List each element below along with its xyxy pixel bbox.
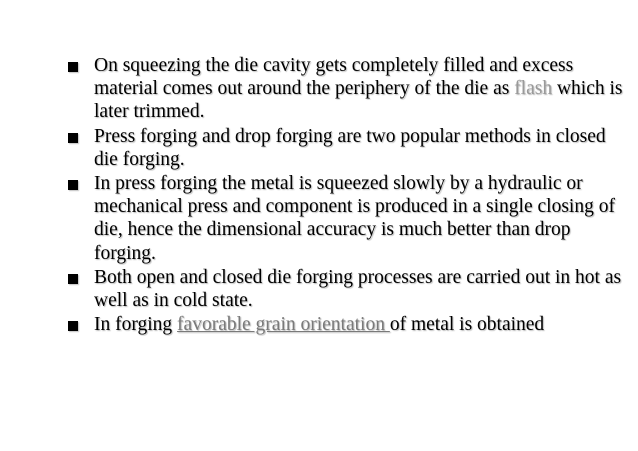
bullet-3-text: In press forging the metal is squeezed slowly by a hydraulic or mechanical press and component is produced in a single closing of die, hence the dimensional accuracy is much better than drop forging.: [94, 173, 615, 264]
grain-orientation-link[interactable]: favorable grain orientation: [177, 314, 390, 336]
bullet-4-text: Both open and closed die forging processes are carried out in hot as well as in cold state.: [94, 266, 622, 312]
square-bullet-icon: [68, 133, 78, 143]
bullet-2-text: Press forging and drop forging are two popular methods in closed die forging.: [94, 125, 606, 170]
bullet-5-text-before: In forging: [94, 314, 178, 336]
bullet-1-text-before: On squeezing the die cavity gets completely filled and excess material comes out around the periphery of the die as: [94, 55, 574, 100]
square-bullet-icon: [68, 321, 78, 331]
bullet-list: [66, 54, 626, 337]
bullet-item-5: [66, 313, 626, 336]
flash-term: flash: [514, 78, 553, 100]
square-bullet-icon: [68, 62, 78, 72]
bullet-5-text-after: of metal is obtained: [389, 314, 545, 336]
bullet-item-1: [66, 54, 626, 124]
bullet-item-2: [66, 125, 626, 171]
bullet-item-4: [66, 266, 626, 312]
square-bullet-icon: [68, 274, 78, 284]
bullet-item-3: [66, 172, 626, 265]
bullet-1-text-after: which is later trimmed.: [94, 78, 623, 123]
square-bullet-icon: [68, 180, 78, 190]
